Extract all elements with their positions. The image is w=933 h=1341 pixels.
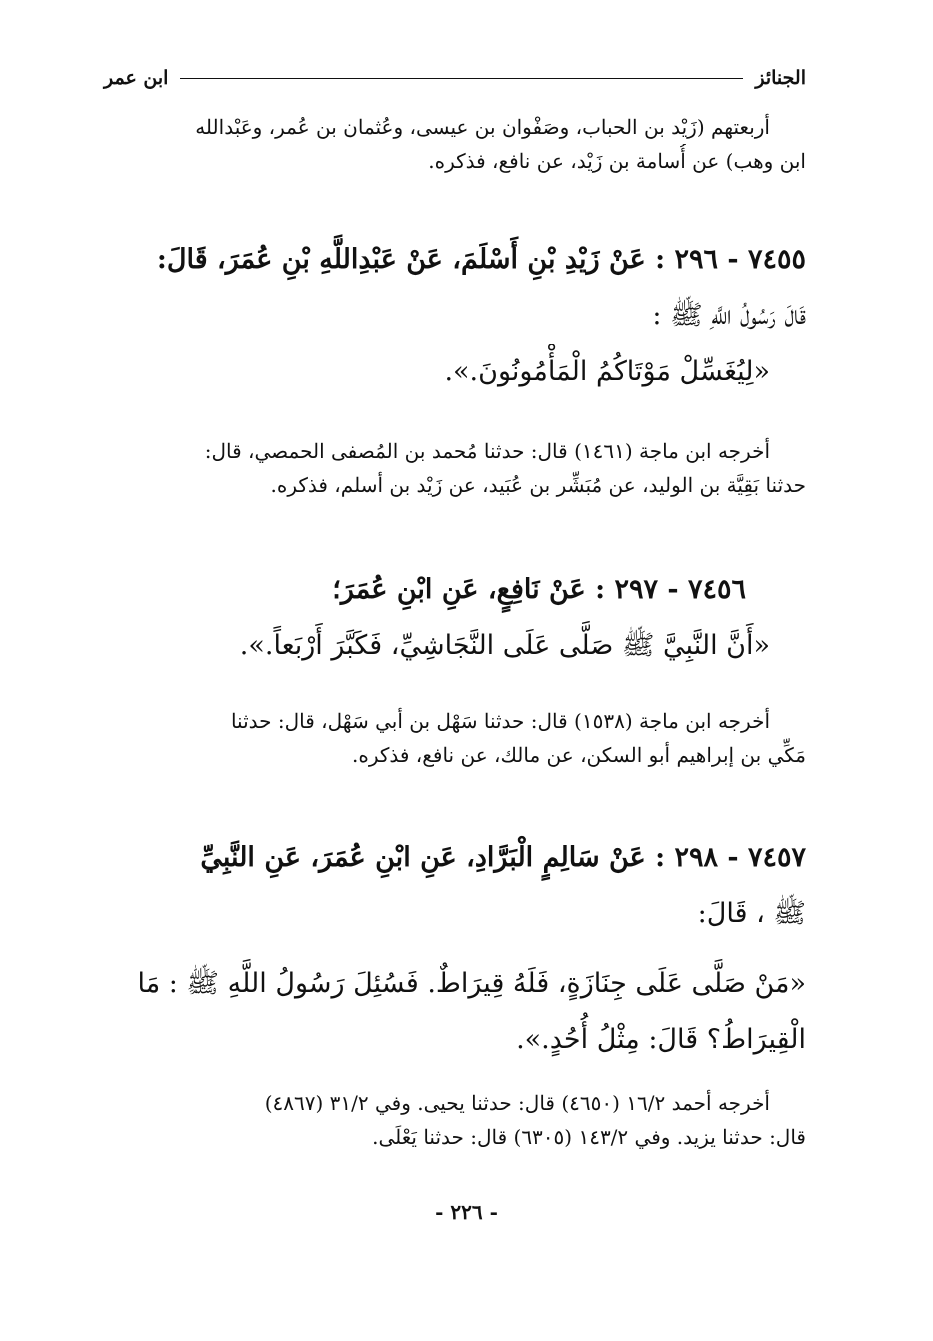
hadith-298-matn: «مَنْ صَلَّى عَلَى جِنَازَةٍ، فَلَهُ قِيرَاطٌ. فَسُئِلَ رَسُولُ اللَّهِ ﷺ : مَا	[137, 968, 806, 999]
intro-note	[104, 110, 806, 178]
hadith-297	[104, 562, 806, 674]
header-rule	[180, 78, 743, 79]
hadith-296	[104, 232, 806, 400]
intro-note-line: أربعتهم (زَيْد بن الحباب، وصَفْوان بن عيسى، وعُثمان بن عُمر، وعَبْدالله	[195, 115, 770, 139]
takhrij-line: أخرجه ابن ماجة (١٥٣٨) قال: حدثنا سَهْل بن أبي سَهْل، قال: حدثنا	[230, 709, 770, 733]
hadith-296-matn: «لِيُغَسِّلْ مَوْتَاكُمُ الْمَأْمُونُونَ.».	[444, 356, 770, 387]
takhrij-line: مَكِّي بن إبراهيم أبو السكن، عن مالك، عن نافع، فذكره.	[351, 743, 806, 767]
header-chapter: الجنائز	[755, 67, 806, 89]
takhrij-line: قال: حدثنا يزيد. وفي ١٤٣/٢ (٦٣٠٥) قال: حدثنا يَعْلَى.	[372, 1125, 806, 1149]
intro-note-line: ابن وهب) عن أُسامة بن زَيْد، عن نافع، فذكره.	[428, 149, 806, 173]
hadith-297-isnad: ٧٤٥٦ - ٢٩٧ : عَنْ نَافِعٍ، عَنِ ابْنِ عُمَرَ؛	[332, 574, 746, 605]
header-narrator: ابن عمر	[104, 67, 169, 89]
page-number: - ٢٢٦ -	[435, 1200, 498, 1224]
hadith-298-takhrij	[104, 1086, 806, 1154]
hadith-297-takhrij	[104, 704, 806, 772]
takhrij-line: أخرجه أحمد ١٦/٢ (٤٦٥٠) قال: حدثنا يحيى. وفي ٣١/٢ (٤٨٦٧)	[264, 1091, 770, 1115]
takhrij-line: حدثنا بَقِيَّة بن الوليد، عن مُبَشِّر بن عُبَيد، عن زَيْد بن أسلم، فذكره.	[270, 473, 806, 497]
hadith-296-line: قَالَ رَسُولُ اللَّهِ ﷺ :	[652, 300, 806, 331]
hadith-297-matn: «أَنَّ النَّبِيَّ ﷺ صَلَّى عَلَى النَّجَاشِيِّ، فَكَبَّرَ أَرْبَعاً.».	[239, 630, 770, 661]
hadith-298-matn-cont: الْقِيرَاطُ؟ قَالَ: مِثْلُ أُحُدٍ.».	[516, 1024, 806, 1055]
hadith-298	[104, 830, 806, 1068]
takhrij-line: أخرجه ابن ماجة (١٤٦١) قال: حدثنا مُحمد بن المُصفى الحمصي، قال:	[204, 439, 770, 463]
hadith-298-line: ﷺ ، قَالَ:	[697, 898, 806, 929]
hadith-298-isnad: ٧٤٥٧ - ٢٩٨ : عَنْ سَالِمٍ الْبَرَّادِ، عَنِ ابْنِ عُمَرَ، عَنِ النَّبِيِّ	[200, 842, 806, 873]
hadith-296-isnad: ٧٤٥٥ - ٢٩٦ : عَنْ زَيْدِ بْنِ أَسْلَمَ، عَنْ عَبْدِاللَّهِ بْنِ عُمَرَ، قَالَ:	[156, 244, 806, 275]
running-header	[104, 60, 806, 96]
hadith-296-takhrij	[104, 434, 806, 502]
